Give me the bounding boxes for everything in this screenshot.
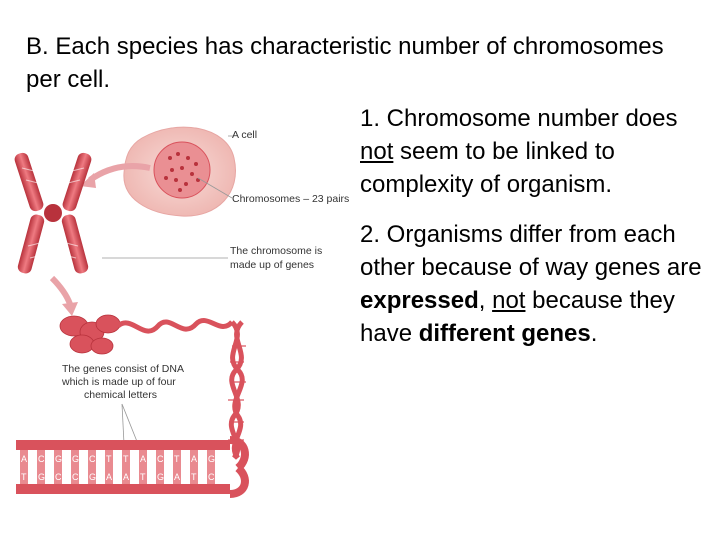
slide-heading: B. Each species has characteristic number of chromosomes per cell.	[26, 33, 664, 93]
point-2-underlined: not	[492, 287, 526, 314]
base-letter-bottom: C	[208, 472, 215, 482]
point-1	[360, 102, 705, 201]
base-letter-top: C	[38, 454, 45, 464]
point-2-end: .	[590, 320, 598, 347]
label-chromosomes: Chromosomes – 23 pairs	[232, 193, 350, 205]
point-2-bold-different-genes: different genes	[418, 320, 591, 347]
dna-ladder	[16, 440, 245, 494]
base-letter-top: T	[174, 454, 180, 464]
base-letter-top: A	[140, 454, 147, 464]
base-letter-bottom: G	[89, 472, 97, 482]
point-2	[360, 218, 705, 350]
base-letter-top: C	[157, 454, 164, 464]
base-letter-top: T	[123, 454, 129, 464]
base-letter-bottom: A	[123, 472, 130, 482]
base-letter-top: G	[208, 454, 216, 464]
label-genes-line2: made up of genes	[230, 259, 315, 271]
point-1-text: 1. Chromosome number does	[360, 105, 678, 132]
base-letter-top: A	[191, 454, 198, 464]
dna-strand	[118, 321, 232, 332]
base-letter-top: C	[89, 454, 96, 464]
base-letter-bottom: T	[140, 472, 146, 482]
label-a-cell: A cell	[232, 129, 258, 141]
coiled-chromatin	[60, 315, 120, 354]
point-2-comma: ,	[478, 287, 493, 314]
arrow-chromosome-to-dna	[52, 278, 70, 304]
base-letter-bottom: C	[72, 472, 79, 482]
base-letter-bottom: G	[38, 472, 46, 482]
point-2-text: 2. Organisms differ from each other because of way genes are	[360, 221, 702, 281]
base-letter-bottom: C	[55, 472, 62, 482]
base-letter-bottom: A	[106, 472, 113, 482]
label-dna-line1: The genes consist of DNA	[62, 363, 184, 375]
cell-drawing	[124, 127, 236, 216]
label-genes-line1: The chromosome is	[230, 245, 323, 257]
base-letter-top: G	[72, 454, 80, 464]
label-dna-line3: chemical letters	[84, 389, 157, 401]
chromosome-dna-figure	[12, 118, 352, 498]
base-letter-bottom: T	[21, 472, 27, 482]
base-letter-bottom: T	[191, 472, 197, 482]
point-2-bold-expressed: expressed	[360, 287, 479, 314]
label-dna-line2: which is made up of four	[62, 376, 176, 388]
point-1-underlined: not	[360, 138, 394, 165]
base-letter-top: A	[21, 454, 28, 464]
base-letter-top: T	[106, 454, 112, 464]
base-letter-bottom: G	[157, 472, 165, 482]
chromosome-icon	[13, 151, 93, 274]
base-letter-top: G	[55, 454, 63, 464]
point-2-middle: because they have	[360, 287, 675, 347]
point-1-suffix: seem to be linked to complexity of organism.	[360, 138, 615, 198]
base-letter-bottom: A	[174, 472, 181, 482]
